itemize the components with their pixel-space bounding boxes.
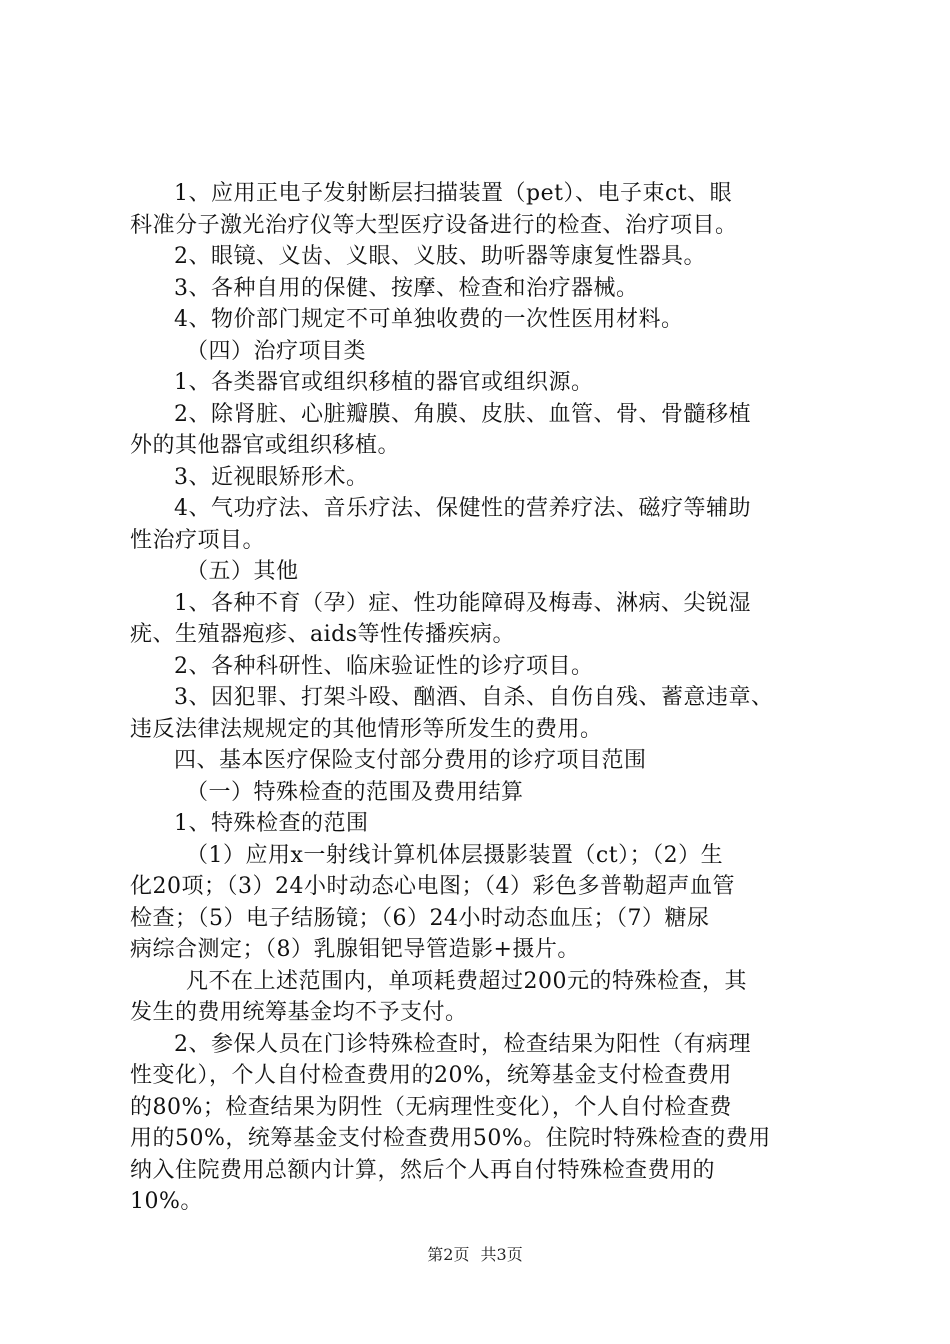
text-line: 性治疗项目。 xyxy=(130,527,266,553)
text-line: 性变化），个人自付检查费用的20%，统筹基金支付检查费用 xyxy=(130,1063,732,1088)
text-line: 1、特殊检查的范围 xyxy=(174,811,369,836)
text-line: 1、各种不育（孕）症、性功能障碍及梅毒、淋病、尖锐湿 xyxy=(174,590,751,616)
text-line: 2、除肾脏、心脏瓣膜、角膜、皮肤、血管、骨、骨髓移植 xyxy=(174,401,751,427)
text-line: 10%。 xyxy=(130,1189,203,1214)
text-line: 发生的费用统筹基金均不予支付。 xyxy=(130,1000,468,1025)
text-line: 2、各种科研性、临床验证性的诊疗项目。 xyxy=(174,653,594,679)
text-line: 1、应用正电子发射断层扫描装置（pet）、电子束ct、眼 xyxy=(174,181,733,206)
page-footer xyxy=(0,1242,950,1265)
text-line: 纳入住院费用总额内计算，然后个人再自付特殊检查费用的 xyxy=(130,1157,716,1183)
text-line: 四、基本医疗保险支付部分费用的诊疗项目范围 xyxy=(174,748,647,773)
page-total: 共3页 xyxy=(480,1245,523,1264)
text-line: 化20项；（3）24小时动态心电图；（4）彩色多普勒超声血管 xyxy=(130,874,735,899)
text-line: 2、参保人员在门诊特殊检查时，检查结果为阳性（有病理 xyxy=(174,1031,751,1057)
text-line: 病综合测定；（8）乳腺钼钯导管造影+摄片。 xyxy=(130,937,580,962)
text-line: 疣、生殖器疱疹、aids等性传播疾病。 xyxy=(130,622,516,647)
text-line: （四）治疗项目类 xyxy=(186,338,367,364)
text-line: 3、因犯罪、打架斗殴、酗酒、自杀、自伤自残、蓄意违章、 xyxy=(174,685,774,710)
text-line: 用的50%，统筹基金支付检查费用50%。住院时特殊检查的费用 xyxy=(130,1126,771,1151)
text-line: 2、眼镜、义齿、义眼、义肢、助听器等康复性器具。 xyxy=(174,244,706,269)
text-line: 外的其他器官或组织移植。 xyxy=(130,433,401,458)
text-line: （五）其他 xyxy=(186,559,299,584)
text-line: 4、物价部门规定不可单独收费的一次性医用材料。 xyxy=(174,307,684,332)
text-line: （1）应用x一射线计算机体层摄影装置（ct）；（2）生 xyxy=(186,842,724,868)
text-line: 4、气功疗法、音乐疗法、保健性的营养疗法、磁疗等辅助 xyxy=(174,496,751,521)
text-line: 的80%；检查结果为阴性（无病理性变化），个人自付检查费 xyxy=(130,1094,732,1120)
document-body xyxy=(130,178,832,1218)
page-number: 第2页 xyxy=(427,1245,470,1264)
text-line: 1、各类器官或组织移植的器官或组织源。 xyxy=(174,370,594,395)
text-line: 检查；（5）电子结肠镜；（6）24小时动态血压；（7）糖尿 xyxy=(130,905,710,931)
text-line: 科准分子激光治疗仪等大型医疗设备进行的检查、治疗项目。 xyxy=(130,212,738,238)
text-line: 凡不在上述范围内，单项耗费超过200元的特殊检查，其 xyxy=(186,968,747,994)
text-line: 3、近视眼矫形术。 xyxy=(174,464,369,490)
text-line: 3、各种自用的保健、按摩、检查和治疗器械。 xyxy=(174,275,639,301)
text-line: （一）特殊检查的范围及费用结算 xyxy=(186,779,524,805)
text-line: 违反法律法规规定的其他情形等所发生的费用。 xyxy=(130,716,603,742)
